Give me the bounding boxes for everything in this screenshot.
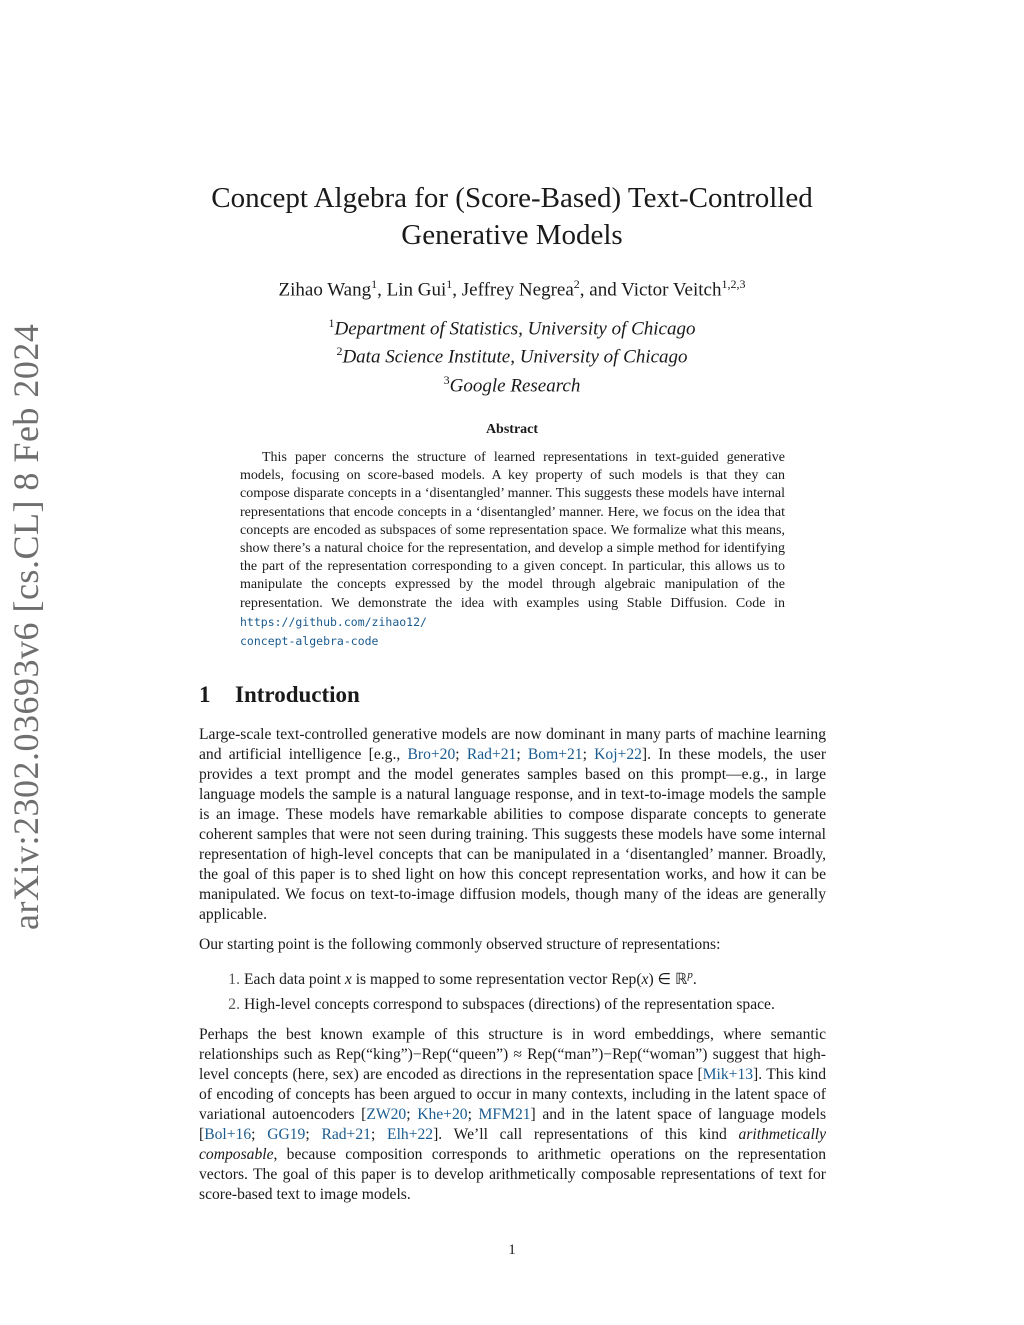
affiliation-text: Department of Statistics, University of Chicago [334,318,696,340]
abstract-heading: Abstract [485,422,539,437]
citation-link[interactable]: Rad+21 [466,746,517,764]
section-number: 1 [199,682,211,707]
author-name: Zihao Wang [278,279,372,301]
section-heading [199,681,825,709]
math-superscript: p [687,969,693,981]
citation-separator: ; [455,746,467,764]
list-text: High-level concepts correspond to subspaces (directions) of the representation space. [244,996,775,1013]
citation-separator: ; [406,1106,418,1124]
author-separator: , and [579,279,622,301]
code-repo-link[interactable] [240,615,427,648]
title-line-2: Generative Models [401,219,623,251]
citation-separator: ; [582,746,595,764]
arxiv-identifier: arXiv:2302.03693v6 [cs.CL] 8 Feb 2024 [6,323,46,930]
title-line-1: Concept Algebra for (Score-Based) Text-Controlled [211,182,813,214]
author-separator: , [377,279,387,301]
list-number: 1. [228,971,240,989]
page-number: 1 [508,1242,516,1258]
citation-link[interactable]: Khe+20 [417,1106,468,1124]
citation-link[interactable]: MFM21 [478,1106,531,1124]
paragraph-text: , because composition corresponds to arithmetic operations on the representation vectors. The goal of this paper is to develop arithmetically composable representations of text for score-based text to image models. [199,1146,826,1204]
math-variable: x [344,971,352,989]
affiliation [150,369,874,397]
affiliation [150,340,874,368]
affiliation-text: Google Research [449,374,581,396]
math-variable: x [641,971,649,989]
list-text-part: Each data point [244,971,345,989]
emphasis-text: arithmetically composable [199,1126,827,1164]
paragraph-text: ]. In these models, the user provides a text prompt and the model generates samples based on this prompt—e.g., in large language models the sample is a natural language response, and in text-to-image models the sample is an image. These models have remarkable abilities to compose disparate concepts to generate coherent samples that were not seen during training. This suggests these models have some internal representation of high-level concepts that can be manipulated in a ‘disentangled’ manner. Broadly, the goal of this paper is to shed light on how this concept representation works, and how it can be manipulated. We focus on text-to-image diffusion models, though many of the ideas are generally applicable. [199,746,827,924]
list-text-part: is mapped to some representation vector Rep( [351,971,642,989]
author-separator: , [452,279,462,301]
citation-link[interactable]: Mik+13 [702,1066,754,1084]
affiliation-mark: 1 [328,316,335,330]
affiliation-list [150,312,874,397]
code-link-part-1[interactable]: https://github.com/zihao12/ [240,614,427,629]
author-name: Victor Veitch [621,279,722,301]
paragraph-text: ]. We’ll call representations of this kind [433,1126,739,1144]
citation-separator: ; [370,1126,388,1144]
abstract-body [240,449,785,651]
paragraph-text: ]. This kind of encoding of concepts has been argued to occur in many contexts, including in the latent space of variational autoencoders [ [199,1066,826,1124]
citation-separator: ; [516,746,528,764]
code-link-part-2[interactable]: concept-algebra-code [240,634,379,649]
list-item [199,995,826,1015]
author-affil-mark: 1 [446,277,453,291]
section-title: Introduction [235,682,360,707]
intro-paragraph-2: Our starting point is the following commonly observed structure of representations: [199,936,721,953]
citation-separator: ; [251,1126,268,1144]
citation-link[interactable]: Elh+22 [387,1126,434,1144]
list-text [240,971,697,988]
list-number: 2. [228,996,240,1013]
list-text-part: . [692,971,697,989]
paragraph-text: Perhaps the best known example of this structure is in word embeddings, where semantic relationships such as Rep(“king”)−Rep(“queen”) ≈ Rep(“man”)−Rep(“woman”) suggest that high-level concepts (here, sex) are encoded as directions in the representation space [ [199,1026,826,1084]
affiliation [150,312,874,340]
citation-separator: ; [467,1106,479,1124]
paper-title [150,180,874,254]
paragraph-text: ] and in the latent space of language models [ [199,1106,827,1144]
author-name: Jeffrey Negrea [461,279,574,301]
citation-link[interactable]: Bom+21 [527,746,583,764]
citation-link[interactable]: Rad+21 [321,1126,371,1144]
list-text-part: ) ∈ ℝ [648,971,688,989]
citation-link[interactable]: GG19 [267,1126,306,1144]
abstract-text: This paper concerns the structure of learned representations in text-guided generative models, focusing on score-based models. A key property of such models is that they can compose disparate concepts in a ‘disentangled’ manner. This suggests these models have internal representations that encode concepts in a ‘disentangled’ manner. Here, we focus on the idea that concepts are encoded as subspaces of some representation space. We formalize what this means, show there’s a natural choice for the representation, and develop a simple method for identifying the part of the representation corresponding to a given concept. In particular, this allows us to manipulate the concepts expressed by the model through algebraic manipulation of the representation. We demonstrate the idea with examples using Stable Diffusion. Code in [240,450,785,611]
affiliation-text: Data Science Institute, University of Chicago [342,346,688,368]
affiliation-mark: 2 [336,344,343,359]
author-affil-mark: 2 [573,277,580,291]
citation-link[interactable]: Bro+20 [407,746,456,764]
citation-separator: ; [305,1126,322,1144]
intro-paragraph-3 [199,1025,826,1205]
author-list [150,272,874,302]
citation-link[interactable]: ZW20 [366,1106,407,1124]
affiliation-mark: 3 [443,372,450,387]
author-affil-mark: 1,2,3 [721,277,746,291]
citation-link[interactable]: Koj+22 [594,746,642,764]
citation-link[interactable]: Bol+16 [204,1126,252,1144]
paragraph-text: Large-scale text-controlled generative models are now dominant in many parts of machine learning and artificial intelligence [e.g., [199,726,826,764]
author-name: Lin Gui [386,279,447,301]
intro-paragraph-1 [199,725,826,925]
author-affil-mark: 1 [371,277,378,291]
list-item [199,965,826,990]
